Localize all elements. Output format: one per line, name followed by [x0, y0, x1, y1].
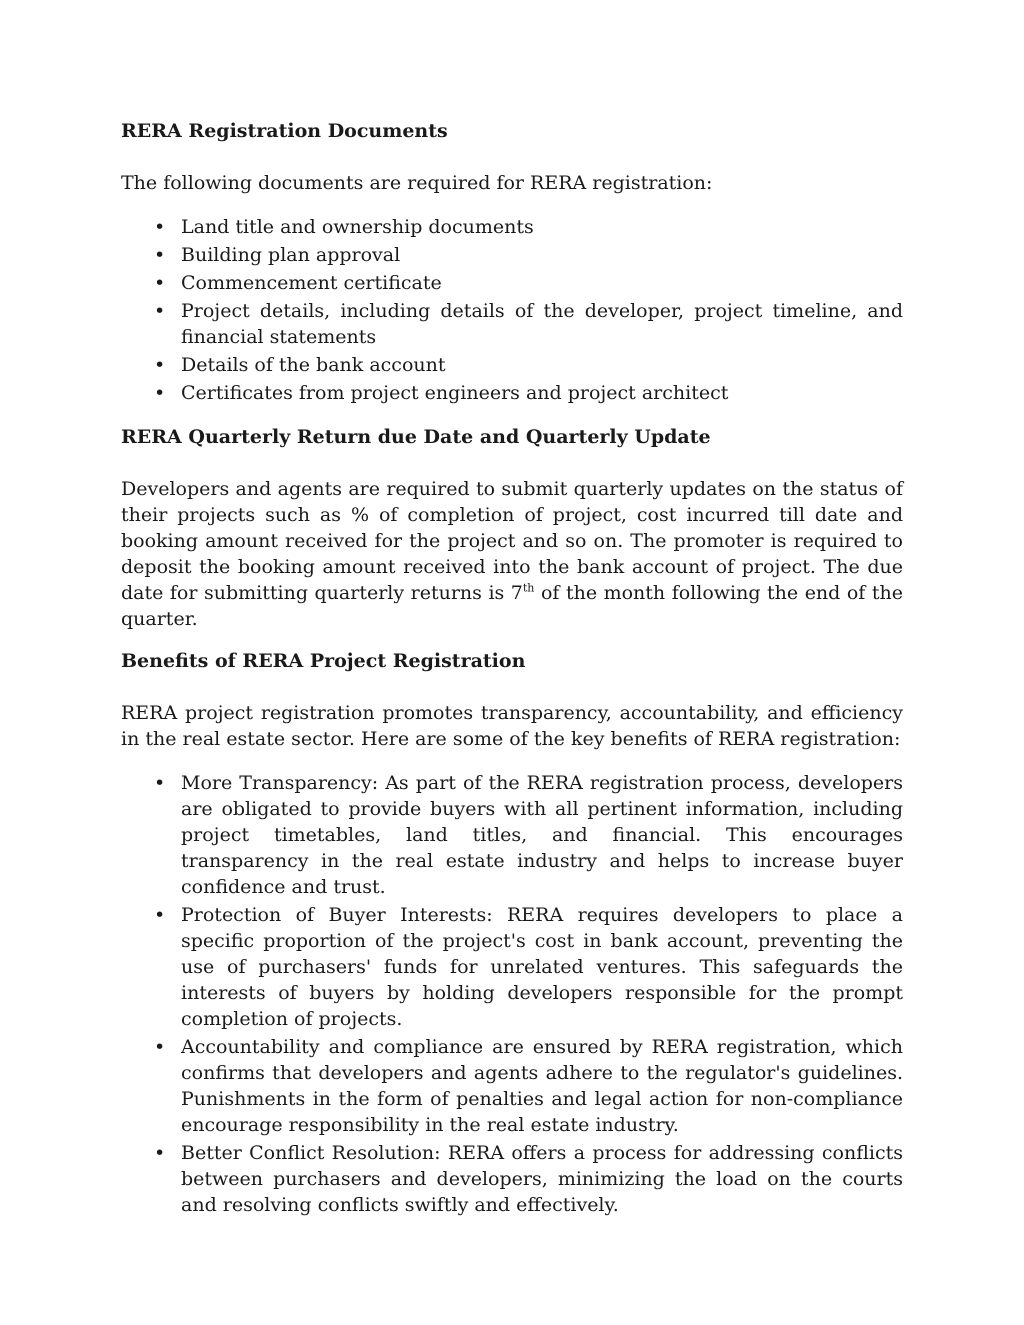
list-item: • More Transparency: As part of the RERA registration process, developers are obligated to provide buyers with all pertinent information, including project timetables, land titles, and financial. This encourages transparency in the real estate industry and helps to increase buyer confidence and trust. [154, 772, 903, 898]
bullet-icon: • [154, 904, 166, 926]
list-item: • Details of the bank account [154, 354, 446, 376]
section-heading-quarterly-return: RERA Quarterly Return due Date and Quarterly Update [121, 426, 711, 448]
list-item: • Protection of Buyer Interests: RERA requires developers to place a specific proportion of the project's cost in bank account, preventing the use of purchasers' funds for unrelated ventures. This safeguards the interests of buyers by holding developers responsible for the prompt completion of projects. [154, 904, 903, 1030]
bullet-icon: • [154, 1036, 166, 1058]
list-item: • Certificates from project engineers and project architect [154, 382, 729, 404]
bullet-icon: • [154, 244, 166, 266]
document-page [121, 118, 903, 1220]
registration-documents-list [121, 214, 903, 406]
list-item: • Accountability and compliance are ensured by RERA registration, which confirms that developers and agents adhere to the regulator's guidelines. Punishments in the form of penalties and legal action for non-compliance encourage responsibility in the real estate industry. [154, 1036, 903, 1136]
bullet-icon: • [154, 772, 166, 794]
section-heading-registration-documents: RERA Registration Documents [121, 120, 448, 142]
bullet-icon: • [154, 382, 166, 404]
quarterly-return-paragraph: Developers and agents are required to submit quarterly updates on the status of their projects such as % of completion of project, cost incurred till date and booking amount received for the project and so on. The promoter is required to deposit the booking amount received into the bank account of project. The due date for submitting quarterly returns is 7th of the month following the end of the quarter. [121, 478, 903, 630]
bullet-icon: • [154, 272, 166, 294]
list-item: • Project details, including details of the developer, project timeline, and financial statements [154, 300, 903, 348]
superscript-th: th [522, 581, 535, 595]
list-item: • Building plan approval [154, 244, 401, 266]
bullet-icon: • [154, 300, 166, 322]
section-heading-benefits: Benefits of RERA Project Registration [121, 650, 526, 672]
list-item: • Commencement certificate [154, 272, 442, 294]
bullet-icon: • [154, 216, 166, 238]
bullet-icon: • [154, 1142, 166, 1164]
benefits-intro: RERA project registration promotes transparency, accountability, and efficiency in the real estate sector. Here are some of the key benefits of RERA registration: [121, 702, 903, 750]
list-item: • Better Conflict Resolution: RERA offers a process for addressing conflicts between purchasers and developers, minimizing the load on the courts and resolving conflicts swiftly and effectively. [154, 1142, 903, 1216]
bullet-icon: • [154, 354, 166, 376]
benefits-list [121, 770, 903, 1218]
registration-documents-intro: The following documents are required for RERA registration: [121, 172, 713, 194]
list-item: • Land title and ownership documents [154, 216, 534, 238]
